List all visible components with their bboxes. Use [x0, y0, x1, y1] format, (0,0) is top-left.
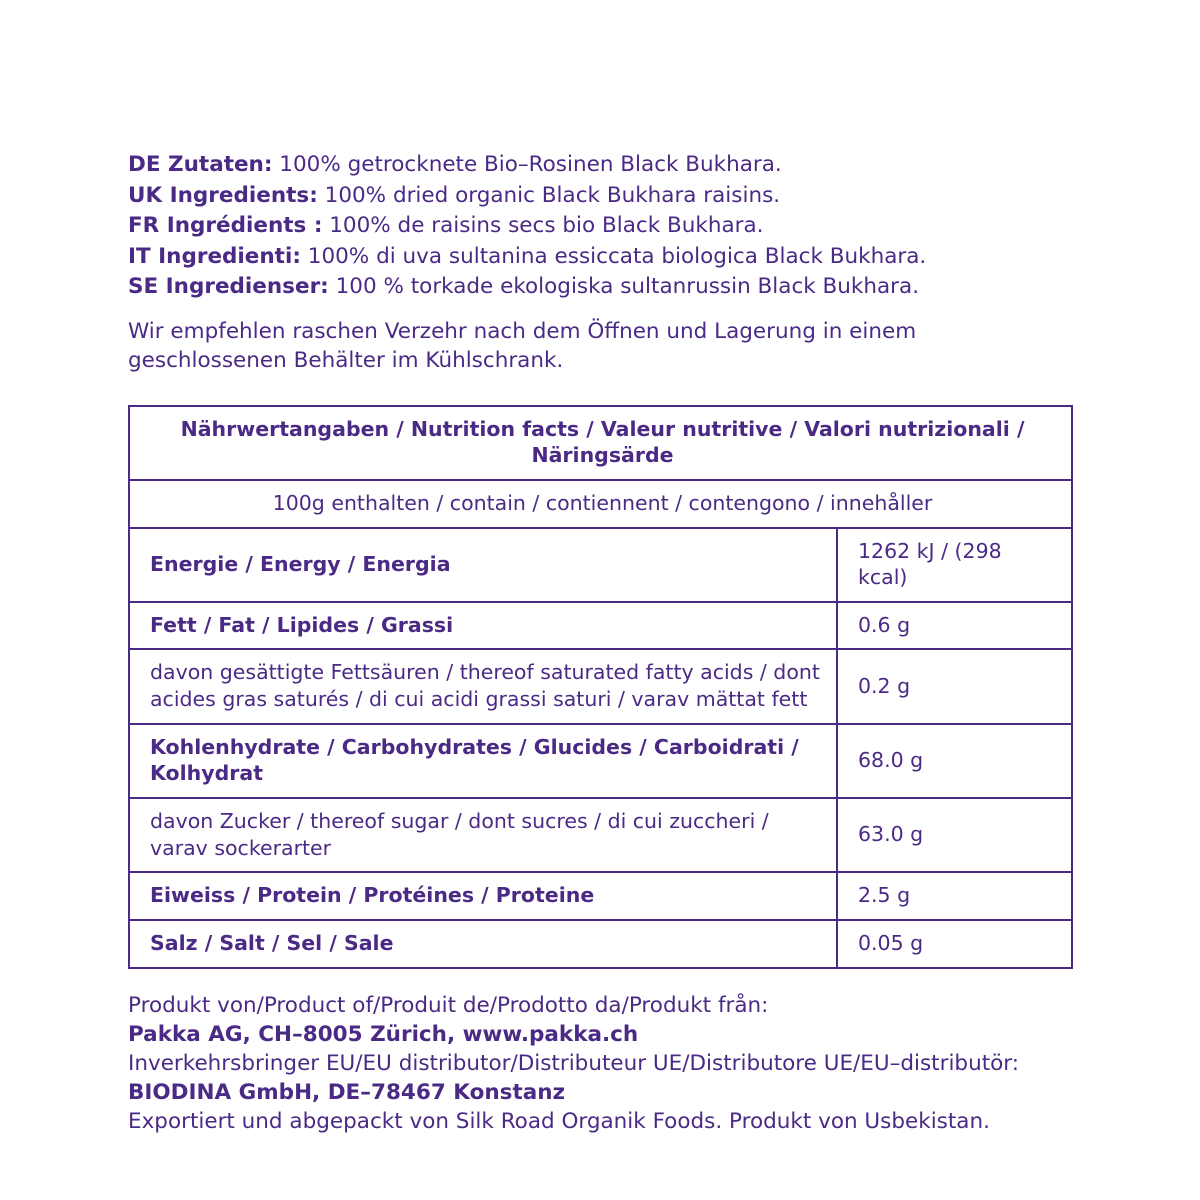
producer-name: Pakka AG, CH–8005 Zürich, www.pakka.ch	[128, 1021, 639, 1047]
ingredient-text-de: 100% getrocknete Bio–Rosinen Black Bukhara.	[272, 152, 782, 177]
nutrient-label: davon Zucker / thereof sugar / dont sucres / di cui zuccheri / varav sockerarter	[129, 798, 837, 872]
nutrient-value: 0.05 g	[837, 920, 1072, 968]
ingredients-block	[128, 150, 1070, 303]
ingredient-language-it: IT Ingredienti:	[128, 243, 301, 269]
nutrient-value: 0.6 g	[837, 602, 1072, 650]
export-note: Exportiert und abgepackt von Silk Road Organik Foods. Produkt von Usbekistan.	[128, 1108, 990, 1134]
nutrient-label: Eiweiss / Protein / Protéines / Proteine	[129, 872, 837, 920]
ingredient-line	[128, 272, 1070, 303]
nutrient-value: 68.0 g	[837, 724, 1072, 798]
table-header-row	[129, 406, 1072, 480]
ingredient-text-se: 100 % torkade ekologiska sultanrussin Black Bukhara.	[328, 274, 920, 300]
ingredient-text-uk: 100% dried organic Black Bukhara raisins.	[317, 182, 781, 208]
ingredient-line	[128, 211, 1070, 242]
nutrient-value: 63.0 g	[837, 798, 1072, 872]
nutrition-table	[128, 405, 1073, 969]
nutrient-label: Kohlenhydrate / Carbohydrates / Glucides / Carboidrati / Kolhydrat	[129, 724, 837, 798]
ingredient-text-it: 100% di uva sultanina essiccata biologica Black Bukhara.	[300, 243, 927, 269]
table-row	[129, 602, 1072, 650]
ingredient-text-fr: 100% de raisins secs bio Black Bukhara.	[322, 213, 764, 239]
ingredient-line	[128, 150, 1070, 181]
nutrient-label: davon gesättigte Fettsäuren / thereof saturated fatty acids / dont acides gras saturés / di cui acidi grassi saturi / varav mättat fett	[129, 649, 837, 723]
footer-block	[128, 991, 1070, 1136]
table-row	[129, 798, 1072, 872]
nutrient-label: Fett / Fat / Lipides / Grassi	[129, 602, 837, 650]
producer-intro: Produkt von/Product of/Produit de/Prodotto da/Produkt från:	[128, 992, 769, 1018]
ingredient-line	[128, 242, 1070, 273]
table-subheader-row	[129, 480, 1072, 528]
ingredient-line	[128, 181, 1070, 212]
nutrient-value: 0.2 g	[837, 649, 1072, 723]
nutrition-table-title: Nährwertangaben / Nutrition facts / Valeur nutritive / Valori nutrizionali / Näringsärde	[129, 406, 1072, 480]
nutrient-value: 1262 kJ / (298 kcal)	[837, 528, 1072, 602]
nutrient-label: Energie / Energy / Energia	[129, 528, 837, 602]
nutrition-table-subtitle: 100g enthalten / contain / contiennent / contengono / innehåller	[129, 480, 1072, 528]
table-row	[129, 528, 1072, 602]
table-row	[129, 920, 1072, 968]
distributor-name: BIODINA GmbH, DE–78467 Konstanz	[128, 1079, 566, 1105]
ingredient-language-fr: FR Ingrédients :	[128, 213, 323, 239]
nutrient-label: Salz / Salt / Sel / Sale	[129, 920, 837, 968]
table-row	[129, 649, 1072, 723]
ingredient-language-uk: UK Ingredients:	[128, 182, 318, 208]
table-row	[129, 872, 1072, 920]
ingredient-language-se: SE Ingredienser:	[128, 274, 329, 300]
table-row	[129, 724, 1072, 798]
ingredient-language-de: DE Zutaten:	[128, 152, 273, 177]
distributor-intro: Inverkehrsbringer EU/EU distributor/Distributeur UE/Distributore UE/EU–distributör:	[128, 1050, 1019, 1076]
nutrient-value: 2.5 g	[837, 872, 1072, 920]
storage-note: Wir empfehlen raschen Verzehr nach dem Öffnen und Lagerung in einem geschlossenen Behälter im Kühlschrank.	[128, 318, 917, 373]
